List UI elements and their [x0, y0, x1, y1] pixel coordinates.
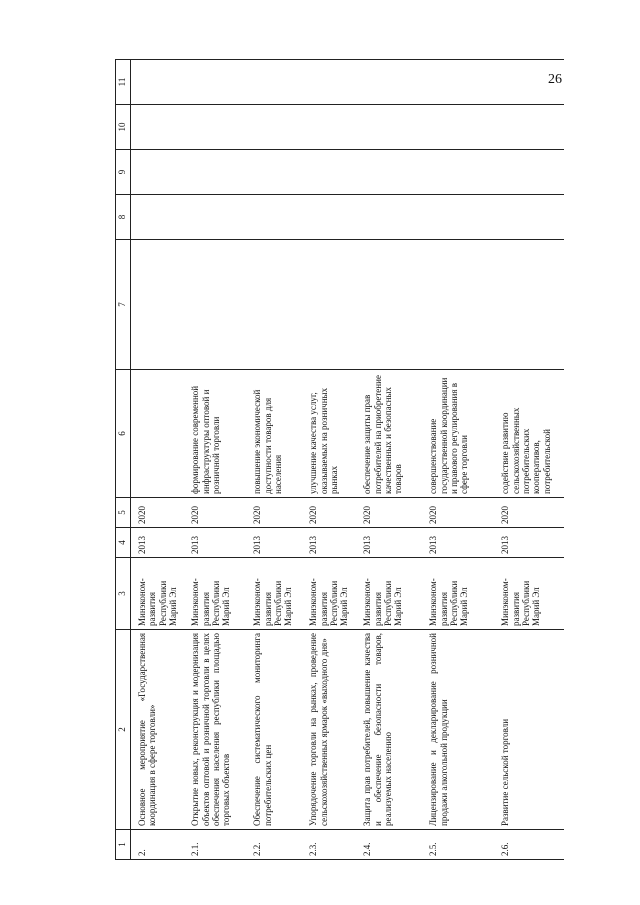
activity-title: Основное мероприятие «Государственная координация в сфере торговли»: [131, 630, 185, 830]
activity-title: Защита прав потребителей, повышение качества и обеспечение безопасности товаров, реализуемых населению: [356, 630, 422, 830]
row-number: 2.4.: [356, 830, 422, 860]
table-row: [356, 60, 422, 860]
executor: Минэконом-развития Республики Марий Эл: [422, 558, 494, 630]
table-row: [302, 60, 356, 860]
table-row: [422, 60, 494, 860]
col-header: 6: [116, 370, 131, 498]
col-header: 11: [116, 60, 131, 105]
row-number: 2.: [131, 830, 185, 860]
program-activities-table: [115, 59, 564, 860]
executor: Минэконом-развития Республики Марий Эл: [246, 558, 302, 630]
end-year: 2020: [422, 498, 494, 528]
activity-title: Лицензирование и декларирование розничной продажи алкогольной продукции: [422, 630, 494, 830]
col-header: 7: [116, 240, 131, 370]
executor: Минэконом-развития Республики Марий Эл: [131, 558, 185, 630]
start-year: 2013: [184, 528, 246, 558]
expected-result: совершенствование государственной координации и правового регулирования в сфере торговли: [422, 370, 494, 498]
col-header: 1: [116, 830, 131, 860]
col-header: 4: [116, 528, 131, 558]
executor: Минэконом-развития Республики Марий Эл: [302, 558, 356, 630]
col-header: 2: [116, 630, 131, 830]
end-year: 2020: [131, 498, 185, 528]
page-number: 26: [548, 72, 562, 87]
executor: Минэконом-развития Республики Марий Эл: [356, 558, 422, 630]
col-header: 5: [116, 498, 131, 528]
col-header: 10: [116, 105, 131, 150]
expected-result: обеспечение защиты прав потребителей на приобретение качественных и безопасных товаров: [356, 370, 422, 498]
table-row: [494, 60, 564, 860]
end-year: 2020: [494, 498, 564, 528]
end-year: 2020: [184, 498, 246, 528]
col-header: 9: [116, 150, 131, 195]
start-year: 2013: [494, 528, 564, 558]
start-year: 2013: [302, 528, 356, 558]
col-header: 8: [116, 195, 131, 240]
row-number: 2.5.: [422, 830, 494, 860]
activity-title: Упорядочение торговли на рынках, проведение сельскохозяйственных ярмарок «выходного дня»: [302, 630, 356, 830]
activity-title: Развитие сельской торговли: [494, 630, 564, 830]
row-number: 2.3.: [302, 830, 356, 860]
table-row: [184, 60, 246, 860]
row-number: 2.6.: [494, 830, 564, 860]
start-year: 2013: [356, 528, 422, 558]
end-year: 2020: [356, 498, 422, 528]
header-row: [116, 60, 131, 860]
expected-result: повышение экономической доступности товаров для населения: [246, 370, 302, 498]
start-year: 2013: [246, 528, 302, 558]
executor: Минэконом-развития Республики Марий Эл: [494, 558, 564, 630]
table-row: [131, 60, 185, 860]
expected-result: улучшение качества услуг, оказываемых на розничных рынках: [302, 370, 356, 498]
start-year: 2013: [131, 528, 185, 558]
activity-title: Открытие новых, реконструкция и модернизация объектов оптовой и розничной торговли в целях обеспечения населения республики площадью торговых объектов: [184, 630, 246, 830]
activity-title: Обеспечение систематического мониторинга потребительских цен: [246, 630, 302, 830]
expected-result: [131, 370, 185, 498]
table-row: [246, 60, 302, 860]
end-year: 2020: [246, 498, 302, 528]
start-year: 2013: [422, 528, 494, 558]
expected-result: содействие развитию сельскохозяйственных потребительских кооперативов, потребительской: [494, 370, 564, 498]
expected-result: формирование современной инфраструктуры оптовой и розничной торговли: [184, 370, 246, 498]
col-header: 3: [116, 558, 131, 630]
row-number: 2.2.: [246, 830, 302, 860]
end-year: 2020: [302, 498, 356, 528]
executor: Минэконом-развития Республики Марий Эл: [184, 558, 246, 630]
row-number: 2.1.: [184, 830, 246, 860]
rotated-table-page: [115, 60, 615, 860]
